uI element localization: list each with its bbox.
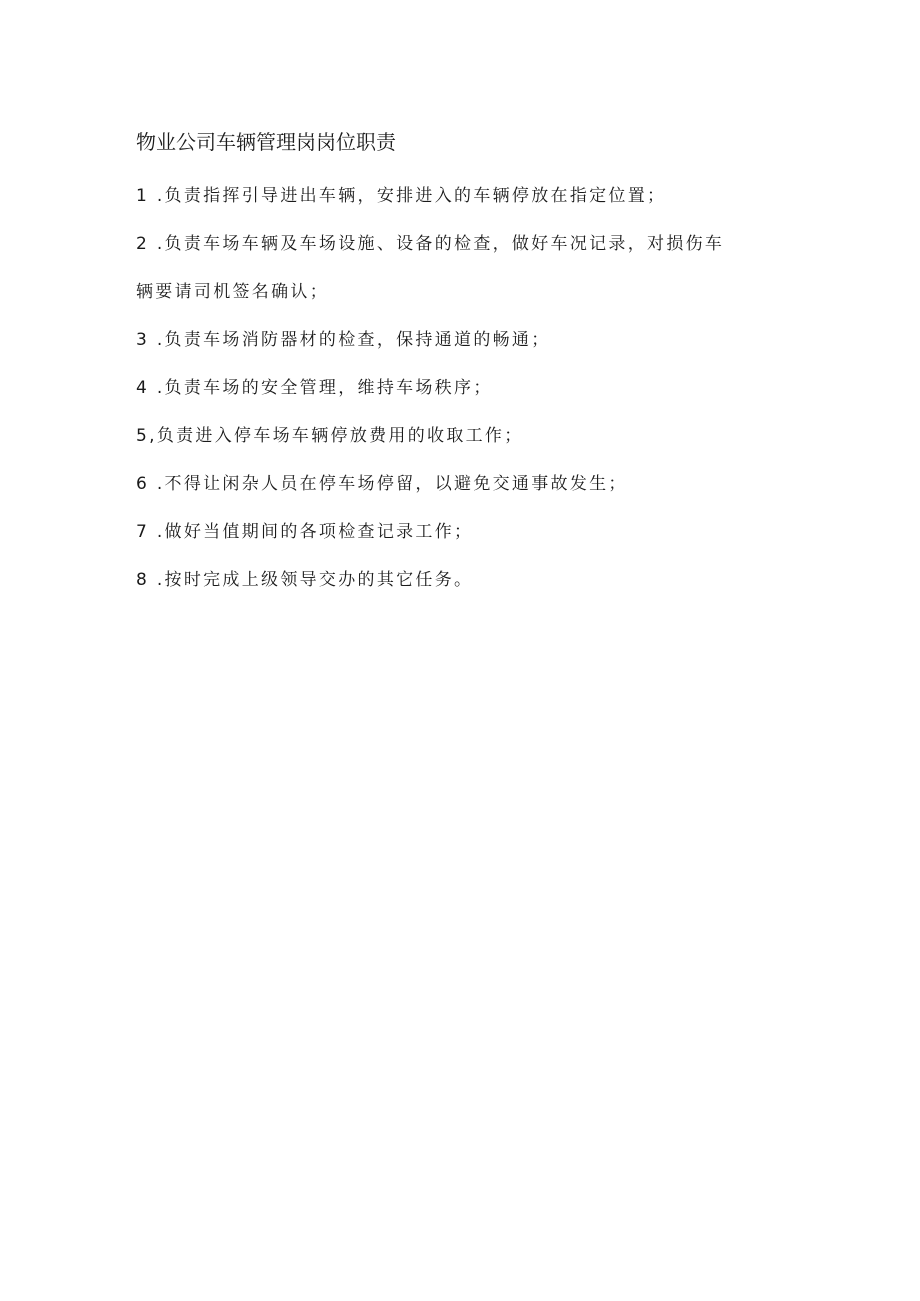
duty-item-6-line-1: 6 .不得让闲杂人员在停车场停留，以避免交通事故发生； bbox=[136, 474, 628, 494]
duty-item-6 bbox=[136, 470, 776, 498]
duty-list bbox=[136, 182, 776, 614]
duty-item-8-line-1: 8 .按时完成上级领导交办的其它任务。 bbox=[136, 570, 474, 590]
duty-item-1 bbox=[136, 182, 776, 210]
duty-item-2-line-1: 2 .负责车场车辆及车场设施、设备的检查，做好车况记录，对损伤车 bbox=[136, 234, 725, 254]
duty-item-5 bbox=[136, 422, 776, 450]
duty-item-2-line-2: 辆要请司机签名确认； bbox=[136, 282, 329, 302]
document-title: 物业公司车辆管理岗岗位职责 bbox=[136, 130, 396, 154]
duty-item-4 bbox=[136, 374, 776, 402]
duty-item-2 bbox=[136, 230, 776, 306]
duty-item-1-line-1: 1 .负责指挥引导进出车辆，安排进入的车辆停放在指定位置； bbox=[136, 186, 667, 206]
duty-item-3 bbox=[136, 326, 776, 354]
duty-item-4-line-1: 4 .负责车场的安全管理，维持车场秩序； bbox=[136, 378, 493, 398]
duty-item-3-line-1: 3 .负责车场消防器材的检查，保持通道的畅通； bbox=[136, 330, 551, 350]
duty-item-7-line-1: 7 .做好当值期间的各项检查记录工作； bbox=[136, 522, 474, 542]
duty-item-8 bbox=[136, 566, 776, 594]
duty-item-5-line-1: 5,负责进入停车场车辆停放费用的收取工作； bbox=[136, 426, 524, 446]
duty-item-7 bbox=[136, 518, 776, 546]
